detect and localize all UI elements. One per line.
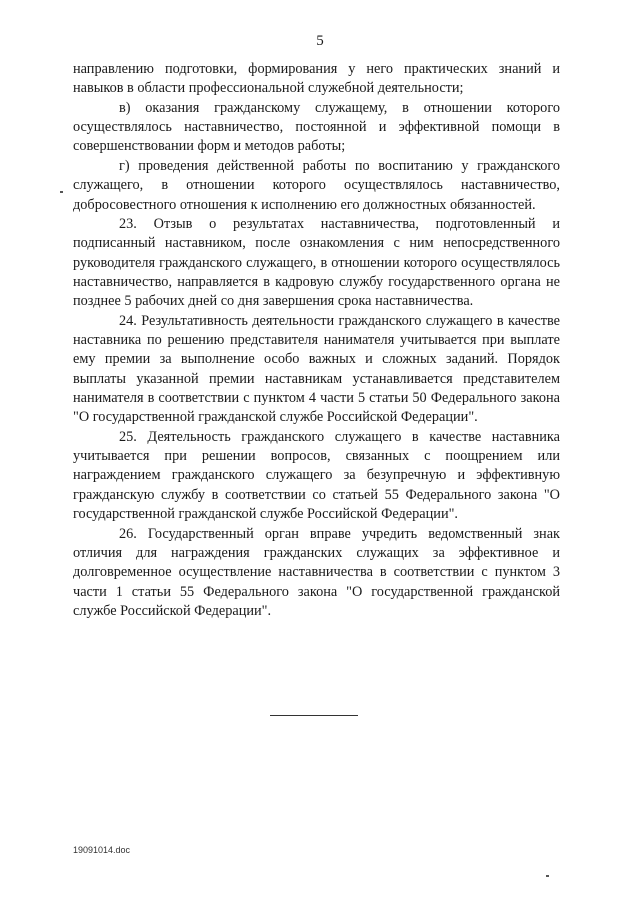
paragraph-25: 25. Деятельность гражданского служащего в качестве наставника учитывается при решении вопросов, связанных с поощрением или награждением гражданского служащего за безупречную и эффективную гражданскую службу в соответствии со статьей 55 Федерального закона "О государственной гражданской службе Российской Федерации". (73, 428, 560, 523)
paragraph-item-v: в) оказания гражданскому служащему, в отношении которого осуществлялось наставничество, постоянной и эффективной помощи в совершенствовании форм и методов работы; (73, 99, 560, 155)
separator-line (270, 715, 358, 716)
file-code: 19091014.doc (73, 845, 131, 855)
scan-dot-bottom (546, 875, 549, 877)
page-number: 5 (316, 33, 324, 49)
scan-dot-left (60, 191, 63, 193)
document-body (73, 60, 560, 621)
paragraph-23: 23. Отзыв о результатах наставничества, подготовленный и подписанный наставником, после ознакомления с ним непосредственного руководителя гражданского служащего, в отношении которого осуществлялось наставничество, направляется в кадровую службу государственного органа не позднее 5 рабочих дней со дня завершения срока наставничества. (73, 216, 560, 310)
paragraph-24: 24. Результативность деятельности гражданского служащего в качестве наставника по решению представителя нанимателя учитывается при выплате ему премии за выполнение особо важных и сложных заданий. Порядок выплаты указанной премии наставникам устанавливается представителем нанимателя в соответствии с пунктом 4 части 5 статьи 50 Федерального закона "О государственной гражданской службе Российской Федерации". (73, 312, 560, 426)
paragraph-continuation: направлению подготовки, формирования у него практических знаний и навыков в области профессиональной служебной деятельности; (73, 61, 560, 97)
paragraph-26: 26. Государственный орган вправе учредить ведомственный знак отличия для награждения гражданских служащих за эффективное и долговременное осуществление наставничества в соответствии с пунктом 3 части 1 статьи 55 Федерального закона "О государственной гражданской службе Российской Федерации". (73, 525, 560, 619)
paragraph-item-g: г) проведения действенной работы по воспитанию у гражданского служащего, в отношении которого осуществлялось наставничество, добросовестного отношения к исполнению его должностных обязанностей. (73, 157, 560, 213)
